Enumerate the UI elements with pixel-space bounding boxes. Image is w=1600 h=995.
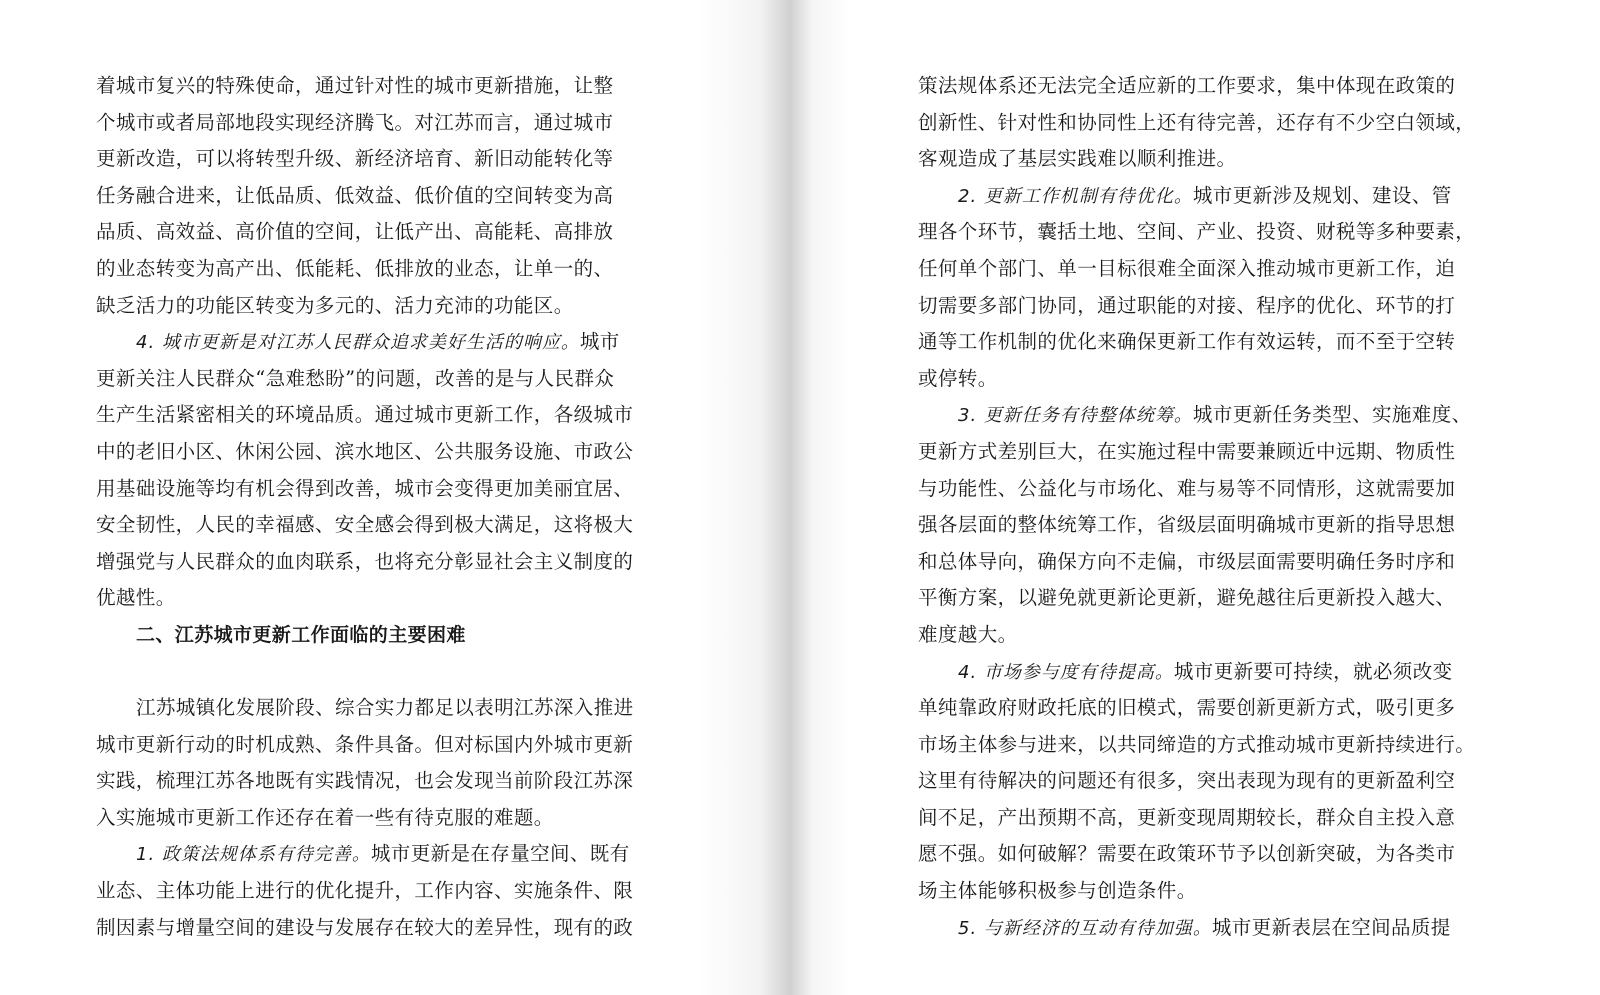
paragraph-3-first-line bbox=[918, 397, 1486, 434]
text-line: 中的老旧小区、休闲公园、滨水地区、公共服务设施、市政公 bbox=[96, 439, 634, 463]
left-page bbox=[0, 0, 790, 995]
text-line: 生产生活紧密相关的环境品质。通过城市更新工作，各级城市 bbox=[96, 403, 634, 427]
text-line: 通等工作机制的优化来确保更新工作有效运转，而不至于空转 bbox=[918, 330, 1456, 354]
paragraph-4-tail: 城市 bbox=[579, 330, 620, 354]
text-line: 缺乏活力的功能区转变为多元的、活力充沛的功能区。 bbox=[96, 293, 574, 317]
text-line: 实践，梳理江苏各地既有实践情况，也会发现当前阶段江苏深 bbox=[96, 769, 634, 793]
text-line: 城市更新行动的时机成熟、条件具备。但对标国内外城市更新 bbox=[96, 732, 634, 756]
text-line: 增强党与人民群众的血肉联系，也将充分彰显社会主义制度的 bbox=[96, 549, 634, 573]
text-line: 优越性。 bbox=[96, 586, 176, 610]
text-line: 或停转。 bbox=[918, 366, 998, 390]
text-line: 这里有待解决的问题还有很多，突出表现为现有的更新盈利空 bbox=[918, 769, 1456, 793]
text-line: 更新关注人民群众“急难愁盼”的问题，改善的是与人民群众 bbox=[96, 366, 615, 390]
text-line: 愿不强。如何破解？需要在政策环节予以创新突破，为各类市 bbox=[918, 842, 1456, 866]
left-page-text bbox=[96, 68, 664, 946]
paragraph-4-tail: 城市更新要可持续，就必须改变 bbox=[1173, 659, 1453, 683]
paragraph-1-tail: 城市更新是在存量空间、既有 bbox=[370, 842, 630, 866]
text-line: 着城市复兴的特殊使命，通过针对性的城市更新措施，让整 bbox=[96, 74, 614, 97]
text-line: 间不足，产出预期不高，更新变现周期较长，群众自主投入意 bbox=[918, 805, 1456, 829]
text-line: 客观造成了基层实践难以顺利推进。 bbox=[918, 147, 1237, 171]
text-line: 用基础设施等均有机会得到改善，城市会变得更加美丽宜居、 bbox=[96, 476, 634, 500]
text-line: 创新性、针对性和协同性上还有待完善，还存有不少空白领域， bbox=[918, 110, 1476, 134]
text-line: 与功能性、公益化与市场化、难与易等不同情形，这就需要加 bbox=[918, 476, 1456, 500]
blank-line bbox=[96, 654, 664, 691]
text-line: 和总体导向，确保方向不走偏，市级层面需要明确任务时序和 bbox=[918, 549, 1456, 573]
text-line: 更新方式差别巨大，在实施过程中需要兼顾近中远期、物质性 bbox=[918, 439, 1456, 463]
paragraph-4-lead: 4. 市场参与度有待提高。 bbox=[958, 661, 1174, 683]
text-line: 任何单个部门、单一目标很难全面深入推动城市更新工作，迫 bbox=[918, 256, 1456, 280]
paragraph-2-lead: 2. 更新工作机制有待优化。 bbox=[958, 185, 1193, 207]
paragraph-2-tail: 城市更新涉及规划、建设、管 bbox=[1192, 183, 1452, 207]
paragraph-5-first-line bbox=[918, 910, 1486, 947]
text-line: 业态、主体功能上进行的优化提升，工作内容、实施条件、限 bbox=[96, 879, 634, 903]
text-line: 入实施城市更新工作还存在着一些有待克服的难题。 bbox=[96, 805, 554, 829]
text-line: 安全韧性，人民的幸福感、安全感会得到极大满足，这将极大 bbox=[96, 513, 634, 537]
section-heading: 二、江苏城市更新工作面临的主要困难 bbox=[136, 623, 466, 646]
paragraph-4-first-line bbox=[96, 324, 664, 361]
text-line: 切需要多部门协同，通过职能的对接、程序的优化、环节的打 bbox=[918, 293, 1456, 317]
paragraph-4-first-line bbox=[918, 654, 1486, 691]
paragraph-1-first-line bbox=[96, 836, 664, 873]
text-line: 个城市或者局部地段实现经济腾飞。对江苏而言，通过城市 bbox=[96, 110, 614, 134]
text-line: 平衡方案，以避免就更新论更新，避免越往后更新投入越大、 bbox=[918, 586, 1456, 610]
text-line: 单纯靠政府财政托底的旧模式，需要创新更新方式，吸引更多 bbox=[918, 696, 1456, 720]
right-page-text bbox=[918, 68, 1486, 946]
text-line: 强各层面的整体统筹工作，省级层面明确城市更新的指导思想 bbox=[918, 513, 1456, 537]
text-line: 市场主体参与进来，以共同缔造的方式推动城市更新持续进行。 bbox=[918, 732, 1476, 756]
paragraph-5-lead: 5. 与新经济的互动有待加强。 bbox=[958, 917, 1212, 939]
text-line: 策法规体系还无法完全适应新的工作要求，集中体现在政策的 bbox=[918, 74, 1456, 97]
text-line: 的业态转变为高产出、低能耗、低排放的业态，让单一的、 bbox=[96, 256, 614, 280]
text-line: 难度越大。 bbox=[918, 622, 1018, 646]
paragraph-5-tail: 城市更新表层在空间品质提 bbox=[1211, 915, 1451, 939]
text-line: 更新改造，可以将转型升级、新经济培育、新旧动能转化等 bbox=[96, 147, 614, 171]
text-line: 江苏城镇化发展阶段、综合实力都足以表明江苏深入推进 bbox=[136, 696, 634, 720]
text-line: 制因素与增量空间的建设与发展存在较大的差异性，现有的政 bbox=[96, 915, 634, 939]
text-line: 理各个环节，囊括土地、空间、产业、投资、财税等多种要素， bbox=[918, 220, 1476, 244]
paragraph-3-lead: 3. 更新任务有待整体统筹。 bbox=[958, 405, 1193, 427]
paragraph-4-lead: 4. 城市更新是对江苏人民群众追求美好生活的响应。 bbox=[136, 332, 580, 354]
text-line: 品质、高效益、高价值的空间，让低产出、高能耗、高排放 bbox=[96, 220, 614, 244]
paragraph-2-first-line bbox=[918, 178, 1486, 215]
paragraph-3-tail: 城市更新任务类型、实施难度、 bbox=[1192, 403, 1472, 427]
right-page bbox=[790, 0, 1600, 995]
text-line: 场主体能够积极参与创造条件。 bbox=[918, 879, 1197, 903]
paragraph-1-lead: 1. 政策法规体系有待完善。 bbox=[136, 844, 371, 866]
text-line: 任务融合进来，让低品质、低效益、低价值的空间转变为高 bbox=[96, 183, 614, 207]
